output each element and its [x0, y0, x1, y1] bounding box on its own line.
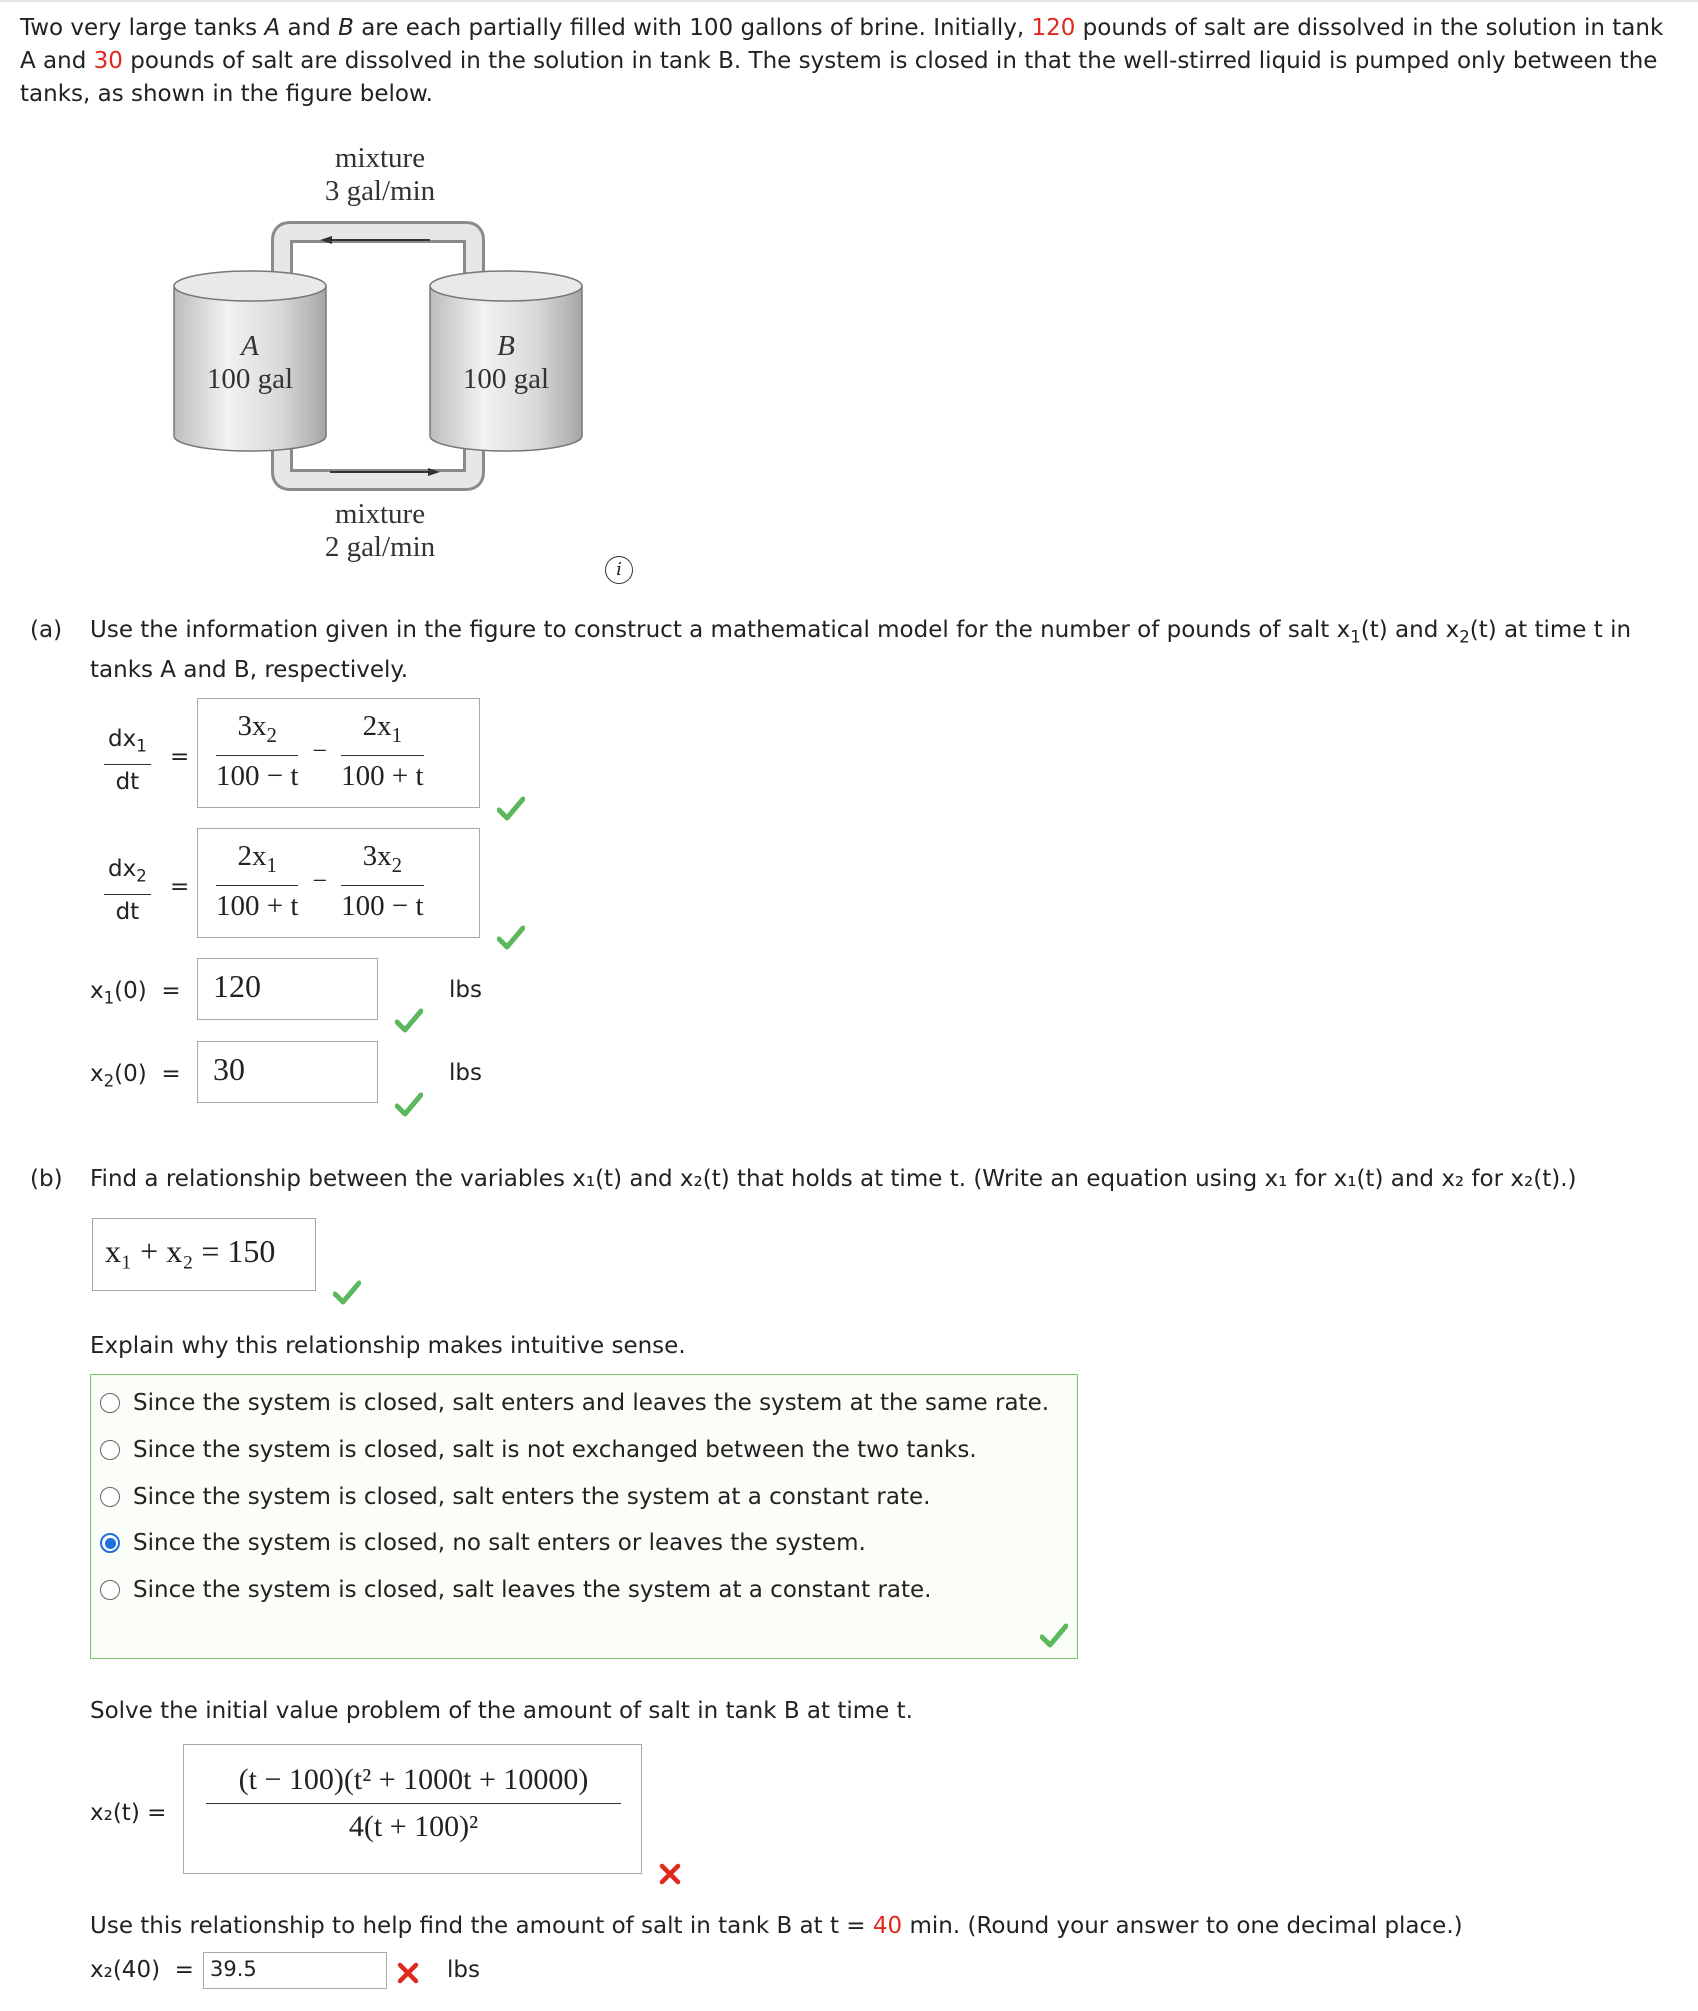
option-2-text[interactable]: Since the system is closed, salt is not exchanged between the two tanks. — [133, 1437, 977, 1463]
problem-intro: Two very large tanks A and B are each partially filled with 100 gallons of brine. Initially, 120 pounds of salt are dissolved in the solution in tank A and 30 pounds of salt are dissolved in the solution in tank B. The system is closed in that the well-stirred liquid is pumped only between the tanks, as shown in the figure below. — [20, 15, 1664, 107]
x1-0-label: $x_1(0)$ = — [90, 978, 181, 1008]
wrong-x-icon — [658, 1862, 682, 1886]
check-icon — [497, 925, 525, 951]
option-4-text[interactable]: Since the system is closed, no salt enters or leaves the system. — [133, 1530, 866, 1556]
solve-prompt: Solve the initial value problem of the amount of salt in tank B at time t. — [90, 1698, 913, 1724]
x1-0-unit: lbs — [449, 977, 482, 1003]
tank-b-label: B 100 gal — [462, 330, 550, 395]
part-a-prompt: Use the information given in the figure to construct a mathematical model for the number of pounds of salt $x_1(t)$ and $x_2(t)$ at time t in tanks A and B, respectively. — [90, 617, 1632, 683]
radio-option-4-selected[interactable] — [100, 1533, 120, 1553]
bottom-flow-label: mixture 2 gal/min — [324, 498, 436, 563]
radio-option-5[interactable] — [100, 1580, 120, 1600]
radio-option-3[interactable] — [100, 1487, 120, 1507]
eq2-equals: = — [170, 874, 190, 900]
salt-a-value: 120 — [1031, 15, 1076, 41]
x2t-label: x₂(t) = — [90, 1800, 167, 1826]
option-5-text[interactable]: Since the system is closed, salt leaves the system at a constant rate. — [133, 1577, 932, 1603]
tank-a-top — [174, 271, 326, 301]
x2t-answer-field[interactable]: (t − 100)(t² + 1000t + 10000) 4(t + 100)² — [183, 1744, 642, 1874]
option-3-text[interactable]: Since the system is closed, salt enters the system at a constant rate. — [133, 1484, 931, 1510]
relation-input[interactable]: x₁ + x₂ = 150 — [92, 1218, 316, 1291]
x1-0-input[interactable]: 120 — [197, 958, 378, 1020]
eq2-lhs: $\frac{dx_2}{dt}$ — [104, 855, 151, 926]
use-prompt: Use this relationship to help find the amount of salt in tank B at t = 40 min. (Round your answer to one decimal place.) — [90, 1913, 1463, 1939]
check-icon — [1040, 1623, 1068, 1649]
wrong-x-icon — [396, 1961, 420, 1985]
salt-b-value: 30 — [93, 48, 123, 74]
radio-option-2[interactable] — [100, 1440, 120, 1460]
eq1-answer-field[interactable]: $\frac{3x_2}{100 - t}$ − $\frac{2x_1}{100 + t}$ — [197, 698, 480, 808]
info-icon[interactable]: i — [605, 556, 633, 584]
eq2-answer-field[interactable]: $\frac{2x_1}{100 + t}$ − $\frac{3x_2}{100 - t}$ — [197, 828, 480, 938]
x2-40-label: x₂(40) = — [90, 1957, 194, 1983]
x2-0-label: $x_2(0)$ = — [90, 1061, 181, 1091]
part-b-prompt: Find a relationship between the variables x₁(t) and x₂(t) that holds at time t. (Write an equation using x₁ for x₁(t) and x₂ for x₂(t).) — [90, 1166, 1577, 1192]
tank-a-label: A 100 gal — [206, 330, 294, 395]
top-flow-label: mixture 3 gal/min — [324, 142, 436, 207]
radio-option-1[interactable] — [100, 1393, 120, 1413]
check-icon — [497, 796, 525, 822]
part-b-marker: (b) — [30, 1166, 63, 1192]
explain-prompt: Explain why this relationship makes intuitive sense. — [90, 1333, 686, 1359]
x2-0-unit: lbs — [449, 1060, 482, 1086]
x2-40-unit: lbs — [447, 1957, 480, 1983]
check-icon — [395, 1008, 423, 1034]
part-a-marker: (a) — [30, 617, 63, 643]
option-1-text[interactable]: Since the system is closed, salt enters and leaves the system at the same rate. — [133, 1390, 1050, 1416]
check-icon — [333, 1280, 361, 1306]
top-rule — [0, 0, 1698, 2]
tank-b-top — [430, 271, 582, 301]
check-icon — [395, 1092, 423, 1118]
x2-40-input[interactable]: 39.5 — [203, 1952, 387, 1989]
eq1-equals: = — [170, 744, 190, 770]
x2-0-input[interactable]: 30 — [197, 1041, 378, 1103]
eq1-lhs: $\frac{dx_1}{dt}$ — [104, 725, 151, 796]
